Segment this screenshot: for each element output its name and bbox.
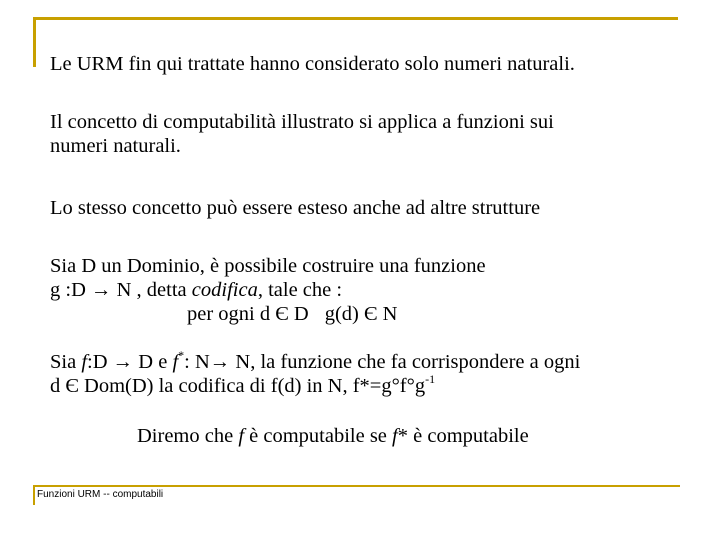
- p5-mapping: :D → D e: [87, 351, 173, 373]
- p4-line3-forall: per ogni d Є D: [187, 303, 309, 325]
- p5-f-star: f: [172, 351, 179, 373]
- paragraph-extension: [50, 196, 540, 220]
- p2-line1: Il concetto di computabilità illustrato si applica a funzioni sui: [50, 111, 554, 133]
- p4-line3: [50, 302, 397, 326]
- p4-line2-end: , tale che :: [257, 279, 343, 301]
- paragraph-encoding-definition: [50, 254, 486, 326]
- codifica-term: codifica: [191, 279, 258, 301]
- p5-inverse-exponent: -1: [425, 372, 436, 387]
- paragraph-computability: [50, 110, 554, 158]
- p6-f: f: [238, 425, 245, 447]
- p5-line2: [50, 372, 436, 397]
- p4-line2-start: g :D → N , detta: [50, 279, 192, 301]
- p4-line1: Sia D un Dominio, è possibile costruire una funzione: [50, 255, 486, 277]
- left-rule: [33, 17, 36, 67]
- p6-start: Diremo che: [137, 425, 239, 447]
- paragraph-urm-natural: [50, 52, 575, 76]
- p5-rest: : N→ N, la funzione che fa corrispondere a ogni: [184, 351, 581, 373]
- p5-line2-text: d Є Dom(D) la codifica di f(d) in N, f*=g°f°g: [50, 375, 426, 397]
- p1-text: Le URM fin qui trattate hanno considerato solo numeri naturali.: [50, 53, 575, 75]
- footer-text: Funzioni URM -- computabili: [37, 489, 164, 500]
- p3-text: Lo stesso concetto può essere esteso anche ad altre strutture: [50, 197, 541, 219]
- p5-sia: Sia: [50, 351, 82, 373]
- p5-f: f: [81, 351, 88, 373]
- p6-f2: f: [392, 425, 398, 447]
- p5-star: *: [178, 348, 185, 363]
- paragraph-conclusion: [137, 424, 529, 448]
- bottom-rule: [33, 485, 680, 487]
- p6-middle: è computabile se: [244, 425, 393, 447]
- footer-left-rule: [33, 485, 35, 505]
- p2-line2: numeri naturali.: [50, 135, 181, 157]
- top-rule: [33, 17, 678, 20]
- p5-line1: [50, 348, 581, 373]
- p4-line2: [50, 279, 342, 301]
- p6-end: * è computabile: [397, 425, 529, 447]
- paragraph-function-definition: [50, 350, 580, 398]
- p4-line3-result: g(d) Є N: [324, 303, 398, 325]
